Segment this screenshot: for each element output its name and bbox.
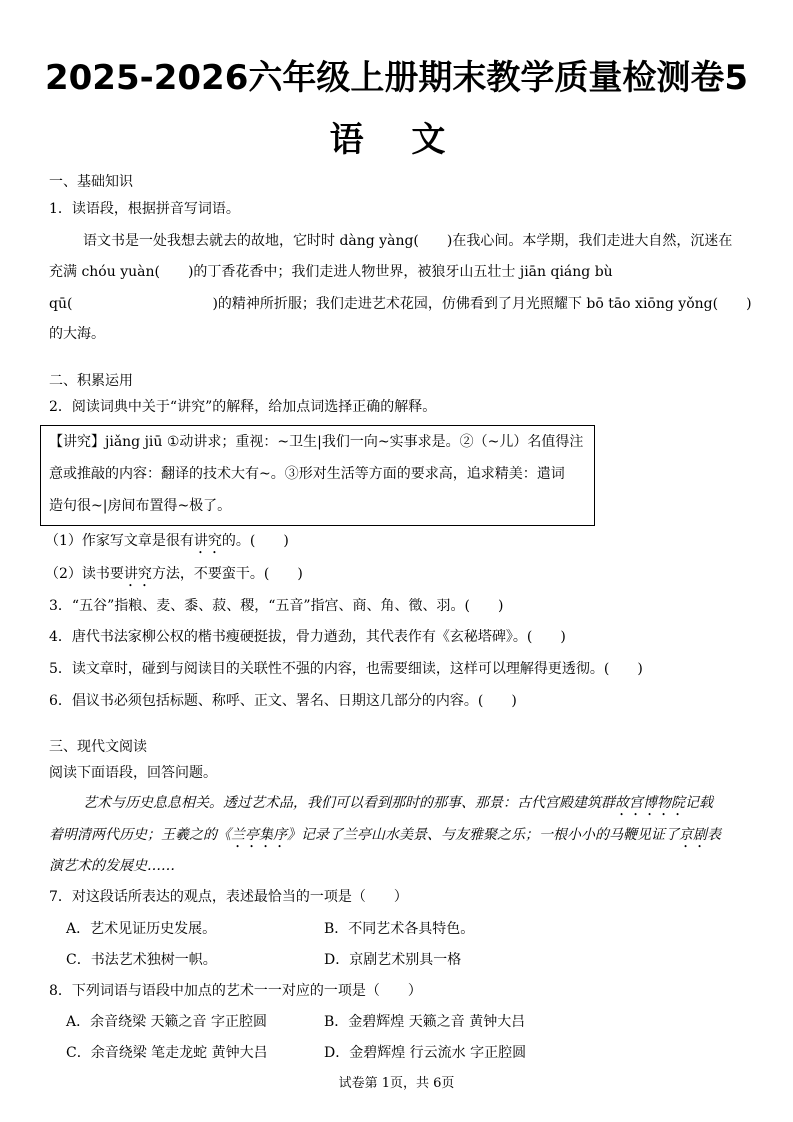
reading-intro: 阅读下面语段，回答问题。: [49, 765, 217, 781]
q2-2-text: （2）读书要: [45, 566, 124, 582]
dotted-gugong: 故宫博物院: [615, 795, 685, 811]
q1-paragraph-rest: )的精神所折服；我们走进艺术花园，仿佛看到了月光照耀下 bō tāo xiōng yǒng( ): [212, 296, 752, 312]
passage-line3: 演艺术的发展史……: [49, 858, 175, 874]
q1-paragraph-line2: 充满 chóu yuàn( )的丁香花香中；我们走进人物世界，被狼牙山五壮士 jiān qiáng bù: [49, 264, 613, 280]
dictionary-entry-box: [40, 425, 595, 526]
subject-title: 语 文: [329, 120, 464, 160]
passage-line1: [83, 793, 783, 819]
dictionary-line3: 造句很~|房间布置得~极了。: [49, 498, 232, 514]
section3-heading: 三、现代文阅读: [49, 739, 147, 755]
q2-1-dotted-word: 讲究: [193, 533, 222, 549]
q8-option-a[interactable]: A．余音绕梁 天籁之音 字正腔圆: [66, 1014, 268, 1030]
dictionary-line1: 【讲究】jiǎng jiū ①动讲求；重视：~卫生|我们一向~实事求是。②（~儿）名值得注: [49, 434, 584, 450]
q3: 3．“五谷”指粮、麦、黍、菽、稷，“五音”指宫、商、角、徵、羽。( ): [49, 598, 504, 614]
q8-option-d[interactable]: D．金碧辉煌 行云流水 字正腔圆: [324, 1045, 527, 1061]
page-footer: 试卷第 1页，共 6页: [338, 1076, 455, 1091]
q2-2: [45, 564, 745, 590]
q7-option-c[interactable]: C．书法艺术独树一帜。: [66, 952, 217, 968]
q7: 7．对这段话所表达的观点，表述最恰当的一项是（ ）: [49, 889, 408, 905]
dictionary-line2: 意或推敲的内容：翻译的技术大有~。③形对生活等方面的要求高，追求精美：遣词: [49, 466, 565, 482]
q5: 5．读文章时，碰到与阅读目的关联性不强的内容，也需要细读，这样可以理解得更透彻。( ): [49, 661, 643, 677]
section2-heading: 二、积累运用: [49, 373, 133, 389]
passage-text: 着明清两代历史；王羲之的《: [49, 827, 231, 843]
q8: 8．下列词语与语段中加点的艺术一一对应的一项是（ ）: [49, 983, 422, 999]
passage-text: 艺术与历史息息相关。透过艺术品，我们可以看到那时的那事、那景：古代宫殿建筑群: [83, 795, 615, 811]
dotted-lanting: 兰亭集序: [231, 827, 287, 843]
q1-paragraph-line4: 的大海。: [49, 326, 105, 342]
q2-2-answer[interactable]: 方法，不要蛮干。( ): [151, 566, 303, 582]
passage-text: 记载: [685, 795, 713, 811]
section1-heading: 一、基础知识: [49, 174, 133, 190]
q7-option-b[interactable]: B．不同艺术各具特色。: [324, 921, 475, 937]
passage-text: 》记录了兰亭山水美景、与友雅聚之乐；一根小小的马鞭见证了: [287, 827, 679, 843]
q1-stem: 1．读语段，根据拼音写词语。: [49, 201, 240, 217]
q4: 4．唐代书法家柳公权的楷书瘦硬挺拔，骨力遒劲，其代表作有《玄秘塔碑》。( ): [49, 629, 566, 645]
q7-option-a[interactable]: A．艺术见证历史发展。: [66, 921, 217, 937]
q8-option-b[interactable]: B．金碧辉煌 天籁之音 黄钟大吕: [324, 1014, 526, 1030]
q2-2-dotted-word: 讲究: [123, 566, 152, 582]
q2-stem: 2．阅读词典中关于“讲究”的解释，给加点词选择正确的解释。: [49, 399, 437, 415]
q1-paragraph-line1: 语文书是一处我想去就去的故地，它时时 dàng yàng( )在我心间。本学期，我们走进大自然，沉迷在: [83, 233, 733, 249]
q8-option-c[interactable]: C．余音绕梁 笔走龙蛇 黄钟大吕: [66, 1045, 268, 1061]
q1-paragraph-line3: [49, 294, 752, 314]
q2-1: [45, 531, 745, 557]
passage-line2: [49, 825, 749, 851]
exam-title: 2025-2026六年级上册期末教学质量检测卷5: [44, 58, 749, 98]
q6: 6．倡议书必须包括标题、称呼、正文、署名、日期这几部分的内容。( ): [49, 693, 517, 709]
q7-option-d[interactable]: D．京剧艺术别具一格: [324, 952, 462, 968]
dotted-jingju: 京剧: [679, 827, 707, 843]
passage-text: 表: [707, 827, 721, 843]
q2-1-text: （1）作家写文章是很有: [45, 533, 194, 549]
q2-1-answer[interactable]: 的。( ): [221, 533, 289, 549]
q1-blank-prefix: qū(: [49, 296, 73, 312]
